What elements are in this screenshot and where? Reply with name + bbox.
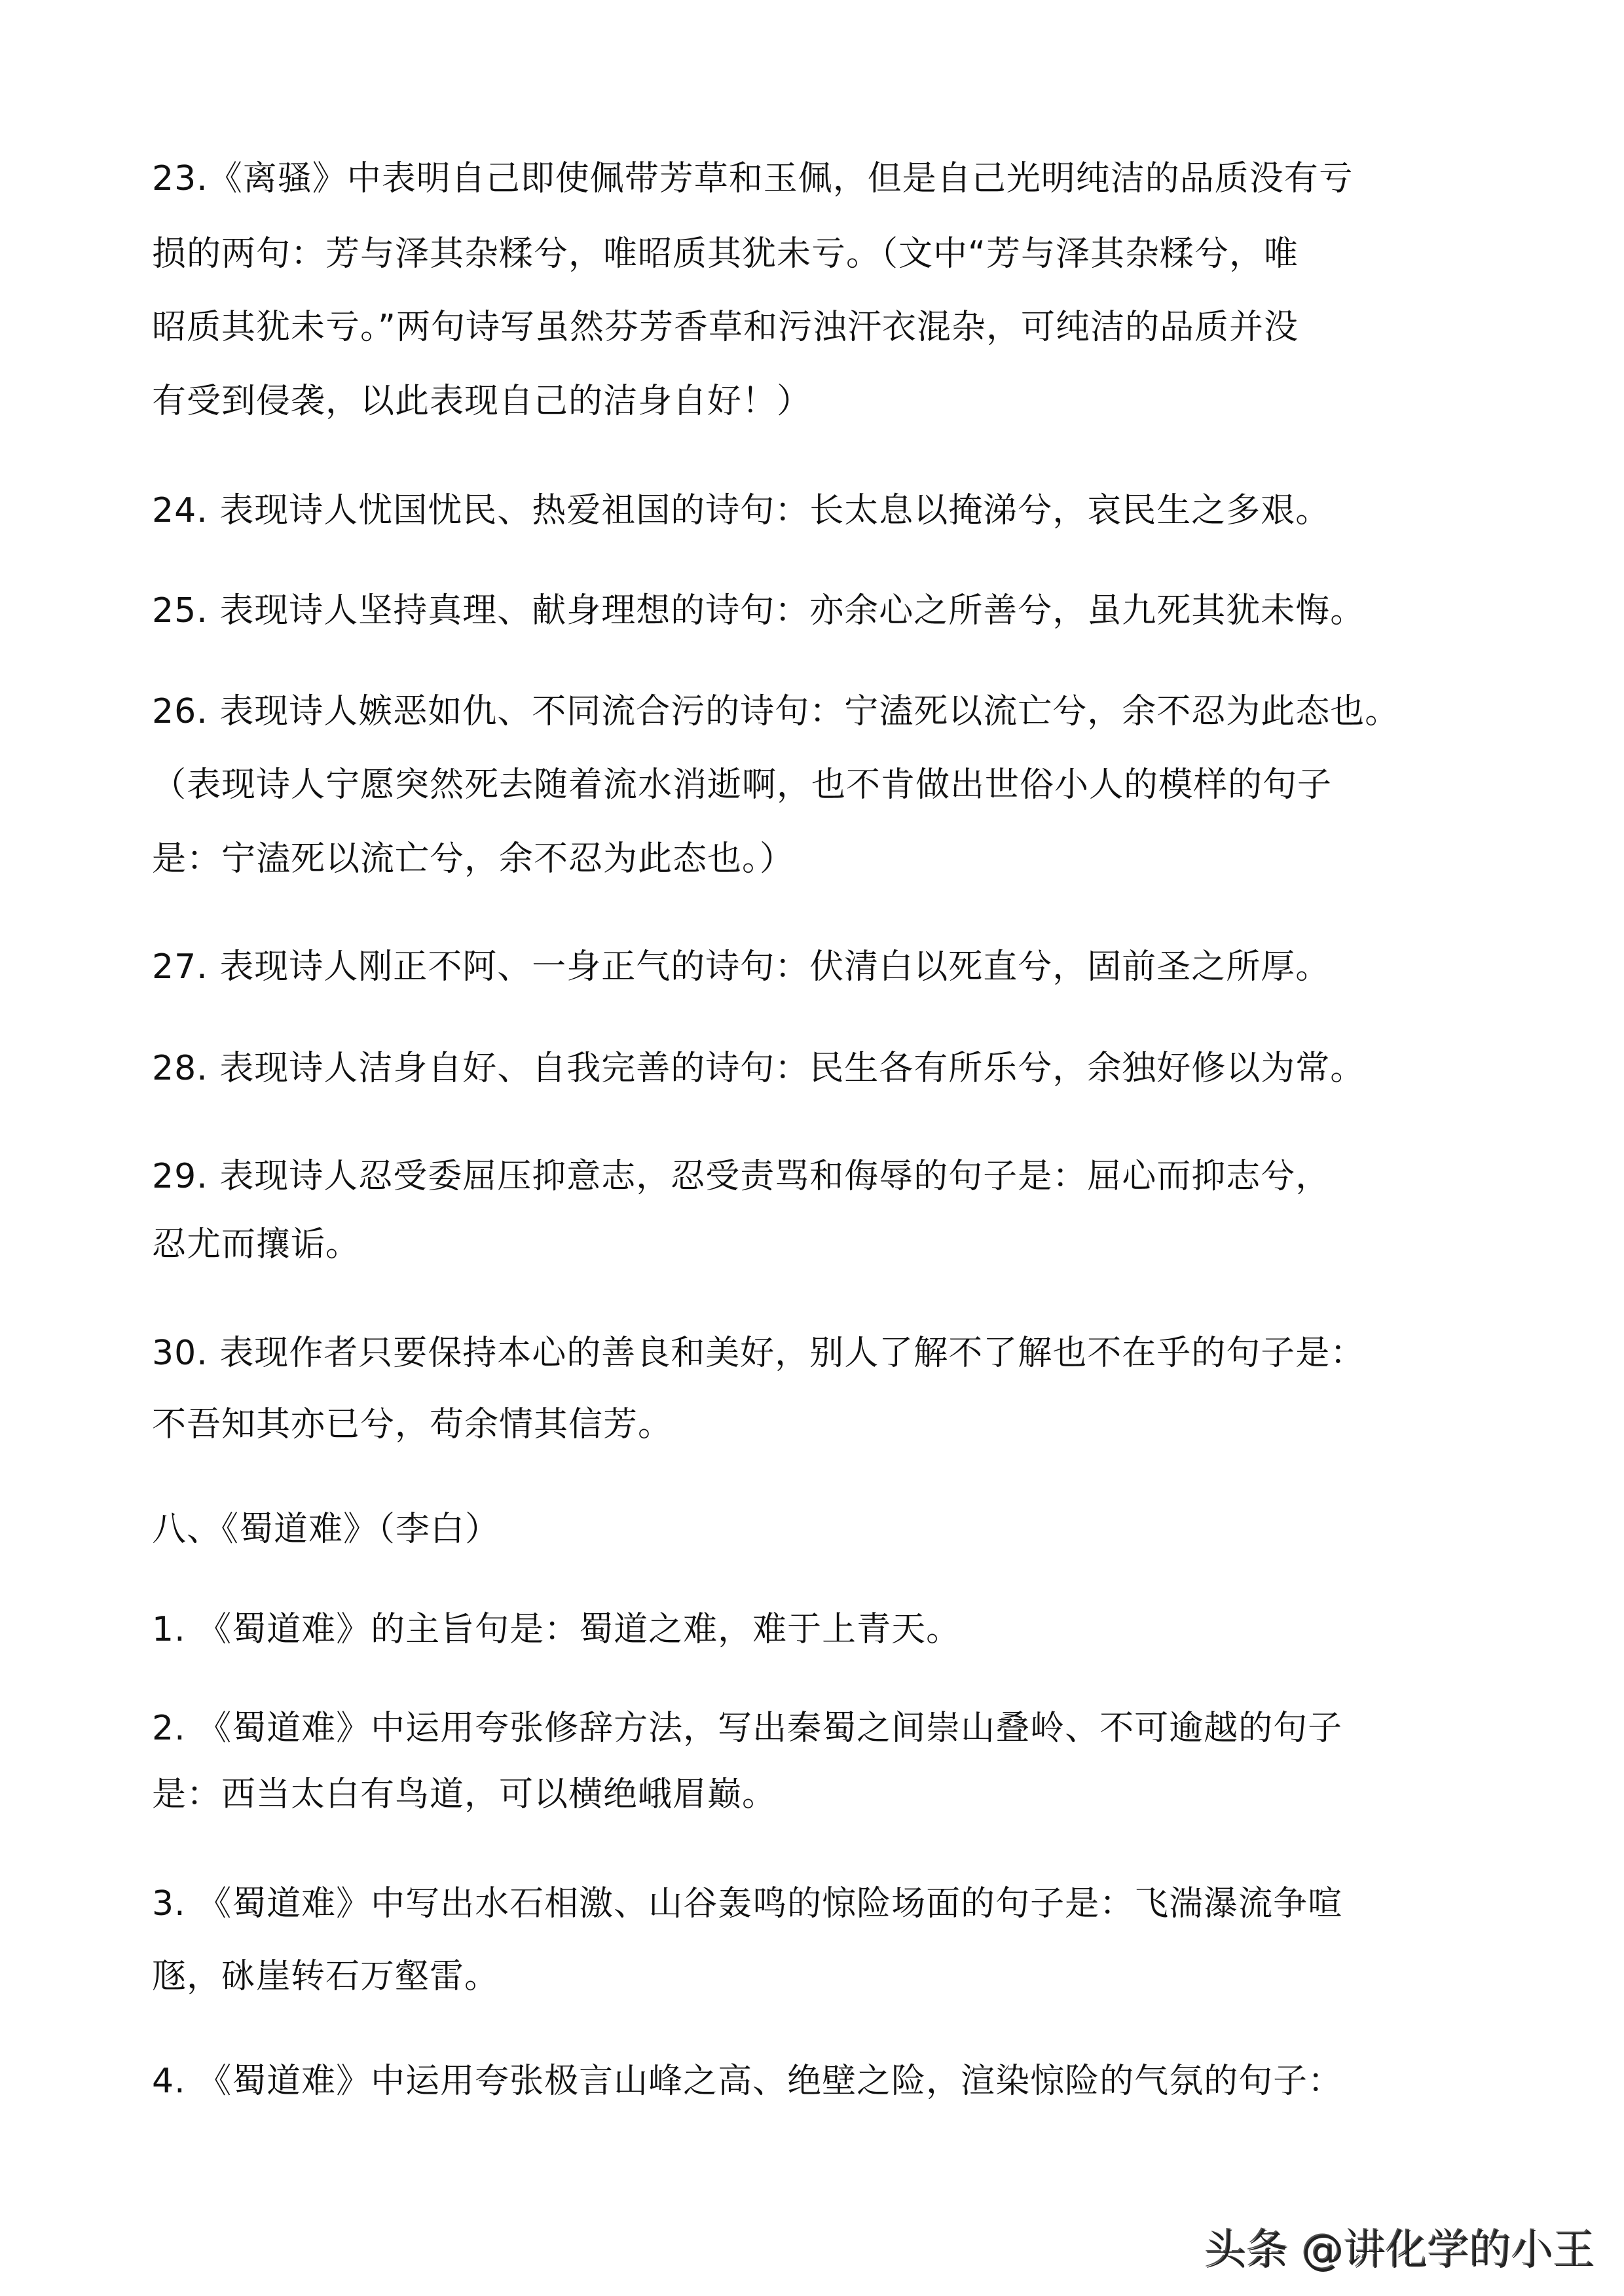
section-item-4-line-1: 4. 《蜀道难》中运用夸张极言山峰之高、绝壁之险，渲染惊险的气氛的句子： [152, 2062, 1343, 2101]
section-item-2-line-1: 2. 《蜀道难》中运用夸张修辞方法，写出秦蜀之间崇山叠岭、不可逾越的句子 [152, 1709, 1343, 1748]
item-23-line-3: 昭质其犹未亏。”两句诗写虽然芬芳香草和污浊汗衣混杂，可纯洁的品质并没 [152, 308, 1299, 347]
item-26-line-1: 26. 表现诗人嫉恶如仇、不同流合污的诗句：宁溘死以流亡兮，余不忍为此态也。 [152, 692, 1400, 731]
section-item-3-line-2: 豗，砯崖转石万壑雷。 [152, 1957, 500, 1996]
section-heading: 八、《蜀道难》（李白） [152, 1510, 500, 1549]
item-27-line-1: 27. 表现诗人刚正不阿、一身正气的诗句：伏清白以死直兮，固前圣之所厚。 [152, 947, 1331, 987]
section-item-2-line-2: 是：西当太白有鸟道，可以横绝峨眉巅。 [152, 1775, 777, 1814]
item-26-line-2: （表现诗人宁愿突然死去随着流水消逝啊，也不肯做出世俗小人的模样的句子 [152, 765, 1333, 805]
section-item-1-line-1: 1. 《蜀道难》的主旨句是：蜀道之难，难于上青天。 [152, 1610, 961, 1649]
item-25-line-1: 25. 表现诗人坚持真理、献身理想的诗句：亦余心之所善兮，虽九死其犹未悔。 [152, 591, 1365, 630]
item-23-line-4: 有受到侵袭，以此表现自己的洁身自好！） [152, 382, 812, 421]
item-28-line-1: 28. 表现诗人洁身自好、自我完善的诗句：民生各有所乐兮，余独好修以为常。 [152, 1049, 1365, 1088]
watermark: 头条 @讲化学的小王 [1205, 2227, 1596, 2275]
section-item-3-line-1: 3. 《蜀道难》中写出水石相激、山谷轰鸣的惊险场面的句子是：飞湍瀑流争喧 [152, 1884, 1343, 1923]
item-30-line-2: 不吾知其亦已兮，苟余情其信芳。 [152, 1405, 673, 1444]
item-26-line-3: 是：宁溘死以流亡兮，余不忍为此态也。） [152, 839, 795, 879]
item-29-line-2: 忍尤而攘诟。 [152, 1225, 361, 1264]
item-24-line-1: 24. 表现诗人忧国忧民、热爱祖国的诗句：长太息以掩涕兮，哀民生之多艰。 [152, 491, 1331, 530]
item-23-line-1: 23.《离骚》中表明自己即使佩带芳草和玉佩，但是自己光明纯洁的品质没有亏 [152, 159, 1354, 198]
item-30-line-1: 30. 表现作者只要保持本心的善良和美好，别人了解不了解也不在乎的句子是： [152, 1334, 1365, 1373]
item-29-line-1: 29. 表现诗人忍受委屈压抑意志，忍受责骂和侮辱的句子是：屈心而抑志兮， [152, 1157, 1331, 1196]
item-23-line-2: 损的两句：芳与泽其杂糅兮，唯昭质其犹未亏。（文中“芳与泽其杂糅兮，唯 [152, 234, 1299, 274]
